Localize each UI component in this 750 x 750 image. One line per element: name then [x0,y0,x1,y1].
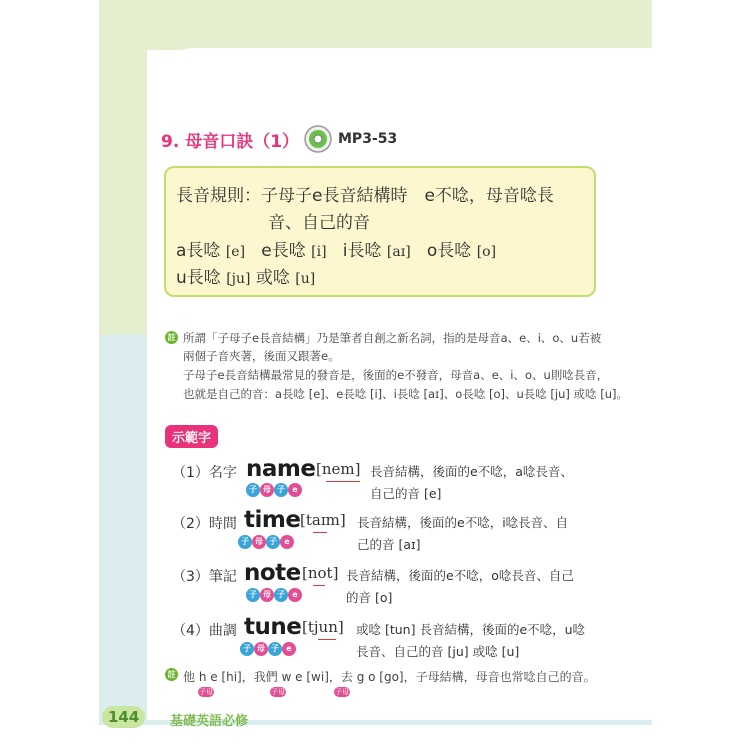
consonant-vowel-tag: 子母 [335,688,349,696]
example-word: name [246,456,316,482]
consonant-vowel-tag: 子母 [199,688,213,696]
example-word: tune [244,614,302,640]
example-desc-2: 的音 [o] [346,590,393,605]
example-desc-1: 或唸 [tun] 長音結構，後面的e不唸，u唸 [356,622,586,637]
ipa-underline [313,532,327,533]
audio-cd-icon[interactable] [303,124,333,154]
note-line-1: 所謂「子母子e長音結構」乃是筆者自創之新名詞，指的是母音a、e、i、o、u若被 [183,331,602,345]
vowel-dot: 母 [260,588,274,602]
examples-tag: 示範字 [165,425,218,448]
rule-line-1: 長音規則：子母子e長音結構時 e不唸，母音唸長 [176,186,554,206]
example-ipa: [tjun] [302,618,344,636]
note-line-4: 也就是自己的音：a長唸 [e]、e長唸 [i]、i長唸 [aɪ]、o長唸 [o]、u長唸 [ju] 或唸 [u]。 [183,387,628,401]
book-title: 基礎英語必修 [170,714,249,729]
consonant-dot: 子 [266,535,280,549]
background-green-top [99,0,652,50]
example-desc-1: 長音結構，後面的e不唸，a唸長音、 [370,464,573,479]
e-dot: e [288,483,302,497]
consonant-dot: 子 [238,535,252,549]
consonant-dot: 子 [246,483,260,497]
example-label: （1）名字 [172,465,237,481]
example-desc-1: 長音結構，後面的e不唸，o唸長音、自己 [346,568,574,583]
consonant-dot: 子 [274,588,288,602]
vowel-dot: 母 [252,535,266,549]
example-label: （3）筆記 [172,569,237,585]
section-title: 9. 母音口訣（1） [161,132,300,152]
consonant-vowel-tag: 子母 [271,688,285,696]
example-ipa: [nem] [316,460,361,478]
structure-dots [238,535,294,549]
note-badge: 註 [165,331,178,344]
structure-dots [240,642,296,656]
example-ipa: [taɪm] [300,511,346,529]
consonant-dot: 子 [274,483,288,497]
structure-dots [246,483,302,497]
note-line-2: 兩個子音夾著，後面又跟著e。 [183,349,340,363]
structure-dots [246,588,302,602]
consonant-dot: 子 [246,588,260,602]
e-dot: e [280,535,294,549]
example-ipa: [not] [302,564,339,582]
e-dot: e [282,642,296,656]
note-badge: 註 [165,668,178,681]
audio-track-label: MP3-53 [338,131,398,147]
example-desc-1: 長音結構，後面的e不唸，i唸長音、自 [357,515,569,530]
rule-line-4: u長唸 [ju] 或唸 [u] [176,268,316,288]
note-2-text: 他 h e [hi]，我們 w e [wi]，去 g o [go]，子母結構，母音也常唸自己的音。 [183,670,596,684]
note-line-3: 子母子e長音結構最常見的發音是，後面的e不發音，母音a、e、i、o、u則唸長音， [183,368,609,382]
example-word: note [244,560,301,586]
vowel-dot: 母 [254,642,268,656]
ipa-underline [318,639,336,640]
consonant-dot: 子 [268,642,282,656]
consonant-dot: 子 [240,642,254,656]
ipa-underline [313,585,325,586]
example-label: （2）時間 [172,516,237,532]
e-dot: e [288,588,302,602]
rule-line-3: a長唸 [e] e長唸 [i] i長唸 [aɪ] o長唸 [o] [176,241,497,261]
example-word: time [244,507,301,533]
vowel-dot: 母 [260,483,274,497]
page-number: 144 [102,706,145,728]
example-desc-2: 自己的音 [e] [370,486,442,501]
ipa-underline [326,481,360,482]
rule-line-2: 音、自己的音 [268,213,370,233]
example-desc-2: 長音、自己的音 [ju] 或唸 [u] [356,644,520,659]
example-label: （4）曲調 [172,623,237,639]
example-desc-2: 己的音 [aɪ] [357,537,421,552]
background-green-left [99,50,147,350]
